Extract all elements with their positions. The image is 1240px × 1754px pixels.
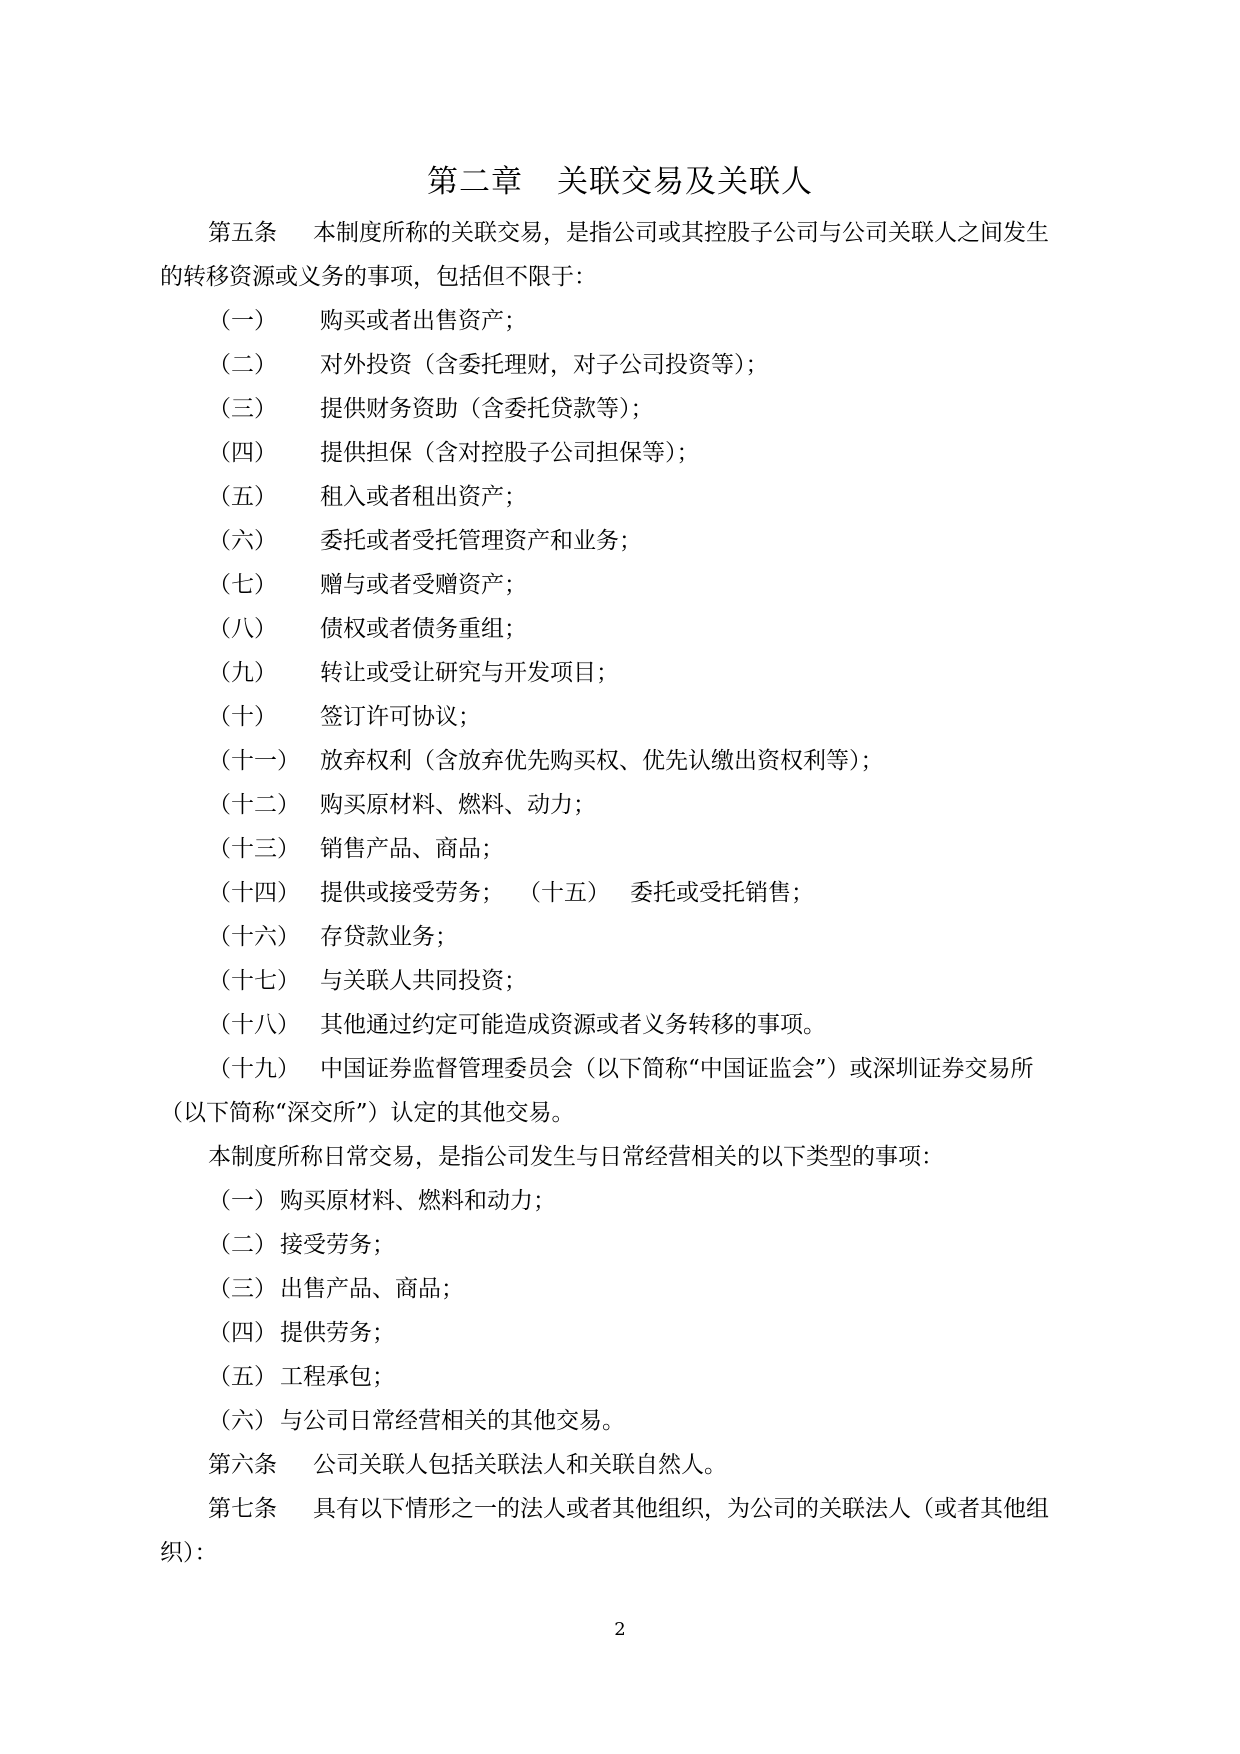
list-item: （二） 对外投资（含委托理财，对子公司投资等）； [208, 352, 769, 378]
article-7-label: 第七条 [208, 1496, 277, 1522]
list-item: （六） 委托或者受托管理资产和业务； [208, 528, 642, 554]
list-item: （一） 购买原材料、燃料和动力； [208, 1188, 556, 1214]
list-item: （三） 出售产品、商品； [208, 1276, 464, 1302]
list-item: （十七） 与关联人共同投资； [208, 968, 527, 994]
chapter-title [0, 162, 1240, 202]
list-item: （十二） 购买原材料、燃料、动力； [208, 792, 596, 818]
article-7-line-1 [208, 1493, 1049, 1525]
list-item: （四） 提供担保（含对控股子公司担保等）； [208, 440, 700, 466]
daily-intro: 本制度所称日常交易，是指公司发生与日常经营相关的以下类型的事项： [208, 1144, 944, 1170]
article-6-text: 公司关联人包括关联法人和关联自然人。 [313, 1452, 727, 1478]
list-item: （五） 租入或者租出资产； [208, 484, 527, 510]
list-item: （十九） 中国证券监督管理委员会（以下简称“中国证监会”）或深圳证券交易所 [208, 1056, 1034, 1082]
list-item-continuation: （以下简称“深交所”）认定的其他交易。 [160, 1100, 575, 1126]
article-5-label: 第五条 [208, 220, 277, 246]
article-7-line-2: 织）： [160, 1540, 218, 1566]
article-6-label: 第六条 [208, 1452, 277, 1478]
article-5-text-1: 本制度所称的关联交易，是指公司或其控股子公司与公司关联人之间发生 [313, 220, 1049, 246]
list-item: （十） 签订许可协议； [208, 704, 481, 730]
chapter-name: 关联交易及关联人 [557, 164, 813, 200]
list-item: （九） 转让或受让研究与开发项目； [208, 660, 619, 686]
article-5-line-2: 的转移资源或义务的事项，包括但不限于： [160, 264, 597, 290]
chapter-number: 第二章 [427, 164, 523, 200]
list-item: （七） 赠与或者受赠资产； [208, 572, 527, 598]
article-5-line-1 [208, 217, 1049, 249]
list-item: （一） 购买或者出售资产； [208, 308, 527, 334]
list-item: （十四） 提供或接受劳务； （十五） 委托或受托销售； [208, 880, 814, 906]
list-item: （二） 接受劳务； [208, 1232, 395, 1258]
list-item: （八） 债权或者债务重组； [208, 616, 527, 642]
list-item: （十三） 销售产品、商品； [208, 836, 504, 862]
list-item: （四） 提供劳务； [208, 1320, 395, 1346]
article-6 [208, 1449, 727, 1481]
list-item: （十八） 其他通过约定可能造成资源或者义务转移的事项。 [208, 1012, 826, 1038]
list-item: （六） 与公司日常经营相关的其他交易。 [208, 1408, 625, 1434]
list-item: （五） 工程承包； [208, 1364, 395, 1390]
list-item: （三） 提供财务资助（含委托贷款等）； [208, 396, 654, 422]
list-item: （十六） 存贷款业务； [208, 924, 458, 950]
article-7-text-1: 具有以下情形之一的法人或者其他组织，为公司的关联法人（或者其他组 [313, 1496, 1049, 1522]
page-number: 2 [614, 1619, 626, 1640]
list-item: （十一） 放弃权利（含放弃优先购买权、优先认缴出资权利等）； [208, 748, 884, 774]
